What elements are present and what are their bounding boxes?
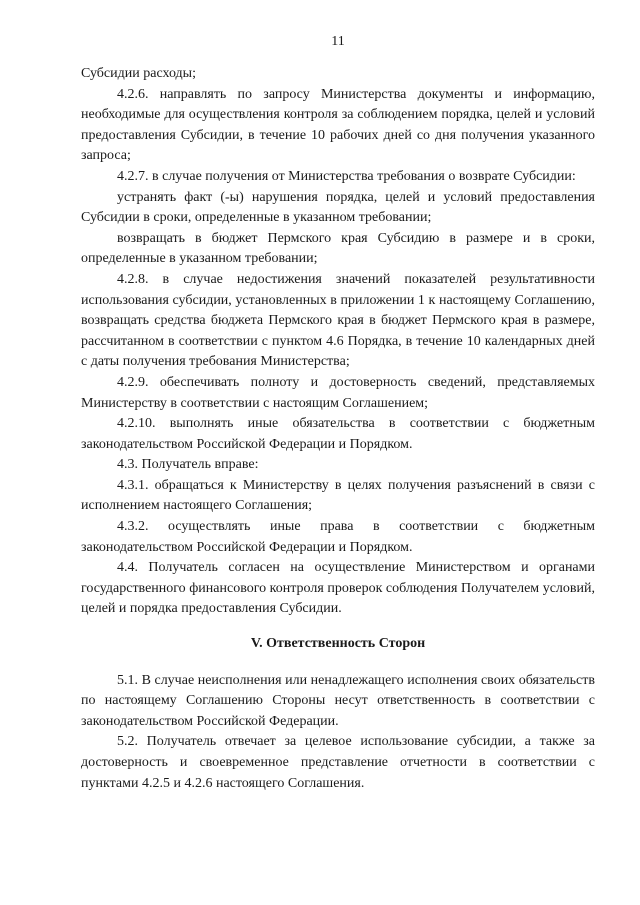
paragraph-4-2-10: 4.2.10. выполнять иные обязательства в соответствии с бюджетным законодательством Российской Федерации и Порядком.: [81, 416, 595, 452]
paragraph-4-2-9: 4.2.9. обеспечивать полноту и достоверность сведений, представляемых Министерству в соответствии с настоящим Соглашением;: [81, 374, 595, 411]
paragraph-return-subsidy: возвращать в бюджет Пермского края Субсидию в размере и в сроки, определенные в указанном требовании;: [81, 230, 595, 267]
paragraph-4-2-6: 4.2.6. направлять по запросу Министерства документы и информацию, необходимые для осуществления контроля за соблюдением порядка, целей и условий предоставления Субсидии, в течение 10 рабочих дней со дня получения указанного запроса;: [81, 86, 595, 164]
paragraph-eliminate-violation: устранять факт (-ы) нарушения порядка, целей и условий предоставления Субсидии в сроки, определенные в указанном требовании;: [81, 189, 595, 226]
paragraph-4-4: 4.4. Получатель согласен на осуществление Министерством и органами государственного финансового контроля проверок соблюдения Получателем условий, целей и порядка предоставления Субсидии.: [81, 560, 595, 617]
paragraph-4-2-8: 4.2.8. в случае недостижения значений показателей результативности использования субсидии, установленных в приложении 1 к настоящему Соглашению, возвращать средства бюджета Пермского края в бюджет Пермского края в размере, рассчитанном в соответствии с пунктом 4.6 Порядка, в течение 10 календарных дней с даты получения требования Министерства;: [81, 271, 595, 370]
section-heading: V. Ответственность Сторон: [250, 636, 426, 652]
paragraph-4-3: 4.3. Получатель вправе:: [117, 457, 259, 473]
page-number: 11: [331, 34, 345, 49]
document-body: [81, 64, 595, 794]
paragraph-4-2-7: 4.2.7. в случае получения от Министерства требования о возврате Субсидии:: [117, 168, 576, 184]
paragraph-5-1: 5.1. В случае неисполнения или ненадлежащего исполнения своих обязательств по настоящему Соглашению Стороны несут ответственность в соответствии с законодательством Российской Федерации.: [81, 672, 595, 729]
paragraph-5-2: 5.2. Получатель отвечает за целевое использование субсидии, а также за достоверность и своевременное представление отчетности в соответствии с пунктами 4.2.5 и 4.2.6 настоящего Соглашения.: [81, 734, 595, 791]
paragraph-continuation: Субсидии расходы;: [81, 66, 196, 81]
paragraph-4-3-1: 4.3.1. обращаться к Министерству в целях получения разъяснений в связи с исполнением настоящего Соглашения;: [81, 477, 595, 514]
paragraph-4-3-2: 4.3.2. осуществлять иные права в соответствии с бюджетным законодательством Российской Федерации и Порядком.: [81, 519, 595, 555]
